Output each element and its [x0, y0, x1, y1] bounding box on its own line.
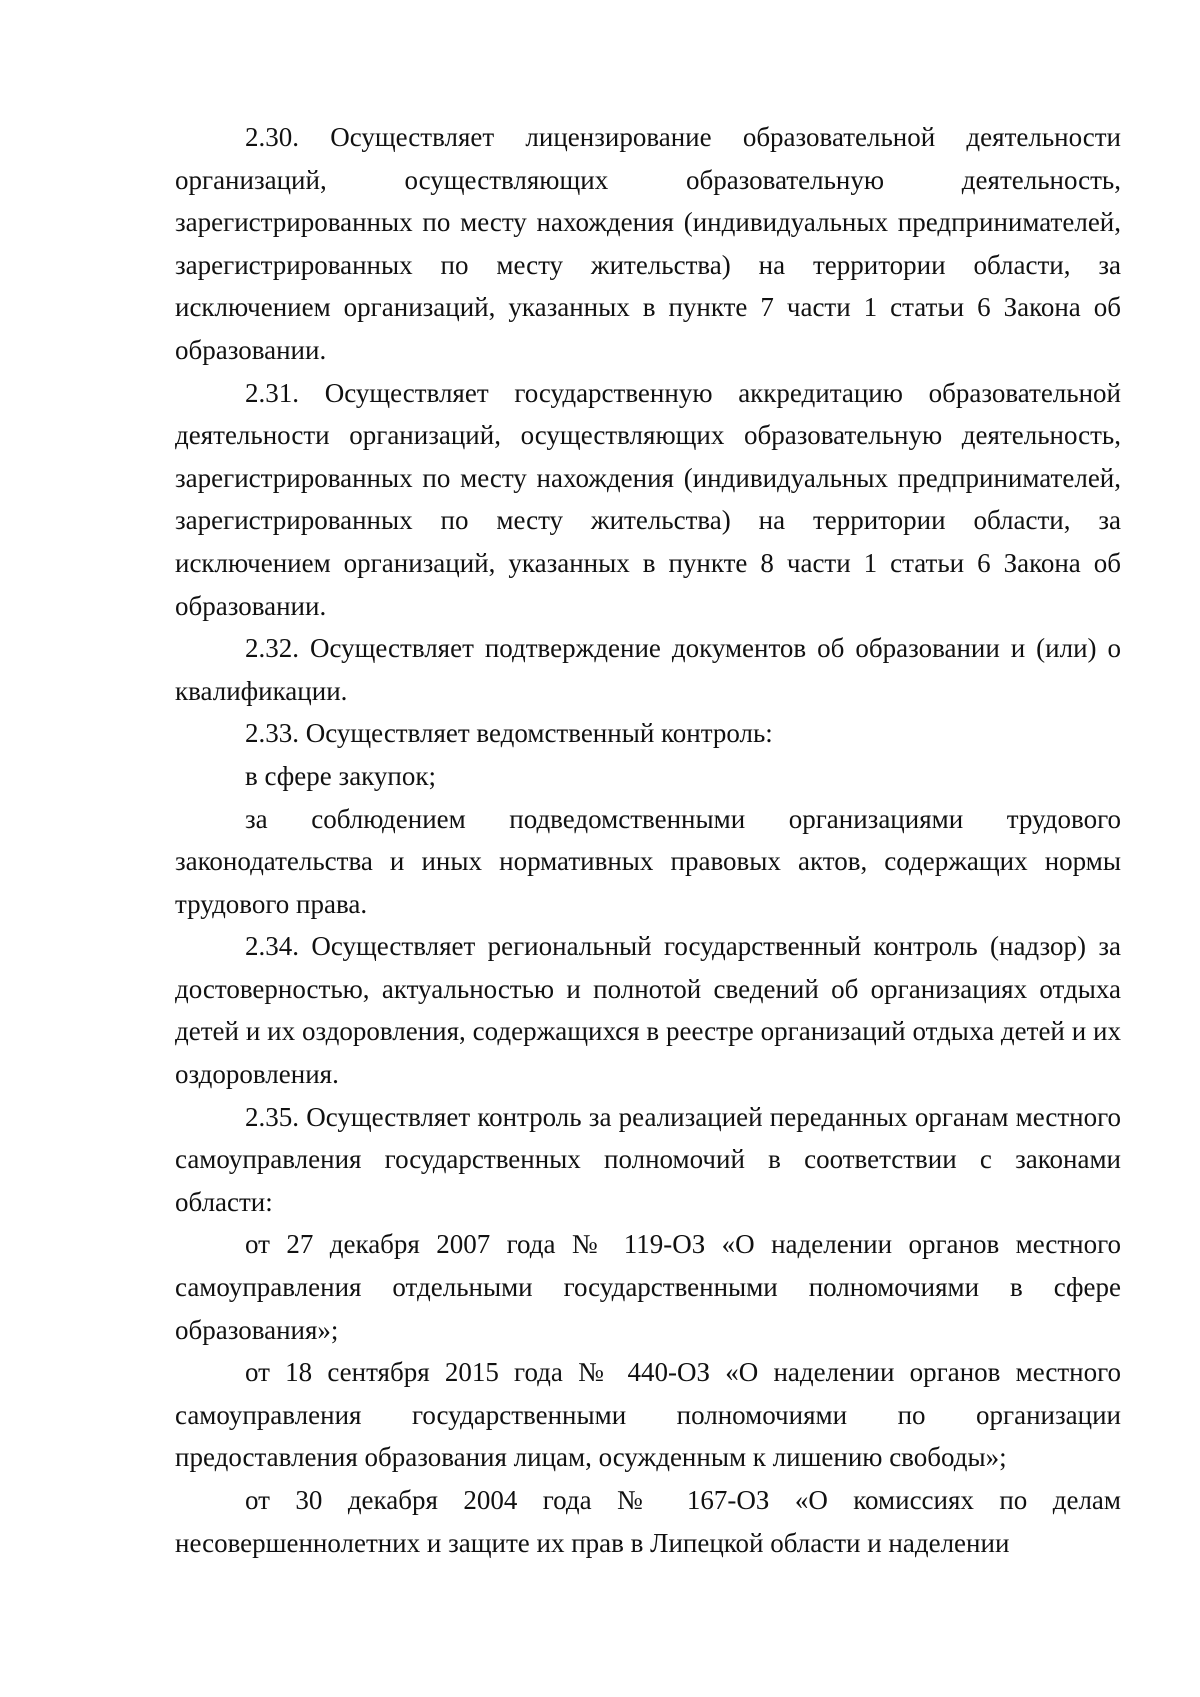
- paragraph-law-119-oz: от 27 декабря 2007 года № 119-ОЗ «О наделении органов местного самоуправления отдельными государственными полномочиями в сфере образования»;: [175, 1229, 1121, 1345]
- paragraph-2-30: 2.30. Осуществляет лицензирование образовательной деятельности организаций, осуществляющих образовательную деятельность, зарегистрированных по месту нахождения (индивидуальных предпринимателей, зарегистрированных по месту жительства) на территории области, за исключением организаций, указанных в пункте 7 части 1 статьи 6 Закона об образовании.: [175, 122, 1121, 365]
- paragraph-procurement: в сфере закупок;: [245, 760, 436, 791]
- paragraph-law-167-oz: от 30 декабря 2004 года № 167-ОЗ «О комиссиях по делам несовершеннолетних и защите их прав в Липецкой области и наделении: [175, 1485, 1121, 1558]
- document-body: [175, 116, 1121, 1564]
- paragraph-law-440-oz: от 18 сентября 2015 года № 440-ОЗ «О наделении органов местного самоуправления государственными полномочиями по организации предоставления образования лицам, осужденным к лишению свободы»;: [175, 1357, 1121, 1473]
- paragraph-2-33: 2.33. Осуществляет ведомственный контроль:: [245, 718, 773, 749]
- paragraph-labor-law: за соблюдением подведомственными организациями трудового законодательства и иных нормативных правовых актов, содержащих нормы трудового права.: [175, 803, 1121, 919]
- paragraph-2-31: 2.31. Осуществляет государственную аккредитацию образовательной деятельности организаций, осуществляющих образовательную деятельность, зарегистрированных по месту нахождения (индивидуальных предпринимателей, зарегистрированных по месту жительства) на территории области, за исключением организаций, указанных в пункте 8 части 1 статьи 6 Закона об образовании.: [175, 377, 1121, 621]
- paragraph-2-32: 2.32. Осуществляет подтверждение документов об образовании и (или) о квалификации.: [175, 633, 1121, 706]
- paragraph-2-35: 2.35. Осуществляет контроль за реализацией переданных органам местного самоуправления государственных полномочий в соответствии с законами области:: [175, 1101, 1121, 1217]
- paragraph-2-34: 2.34. Осуществляет региональный государственный контроль (надзор) за достоверностью, актуальностью и полнотой сведений об организациях отдыха детей и их оздоровления, содержащихся в реестре организаций отдыха детей и их оздоровления.: [175, 931, 1121, 1090]
